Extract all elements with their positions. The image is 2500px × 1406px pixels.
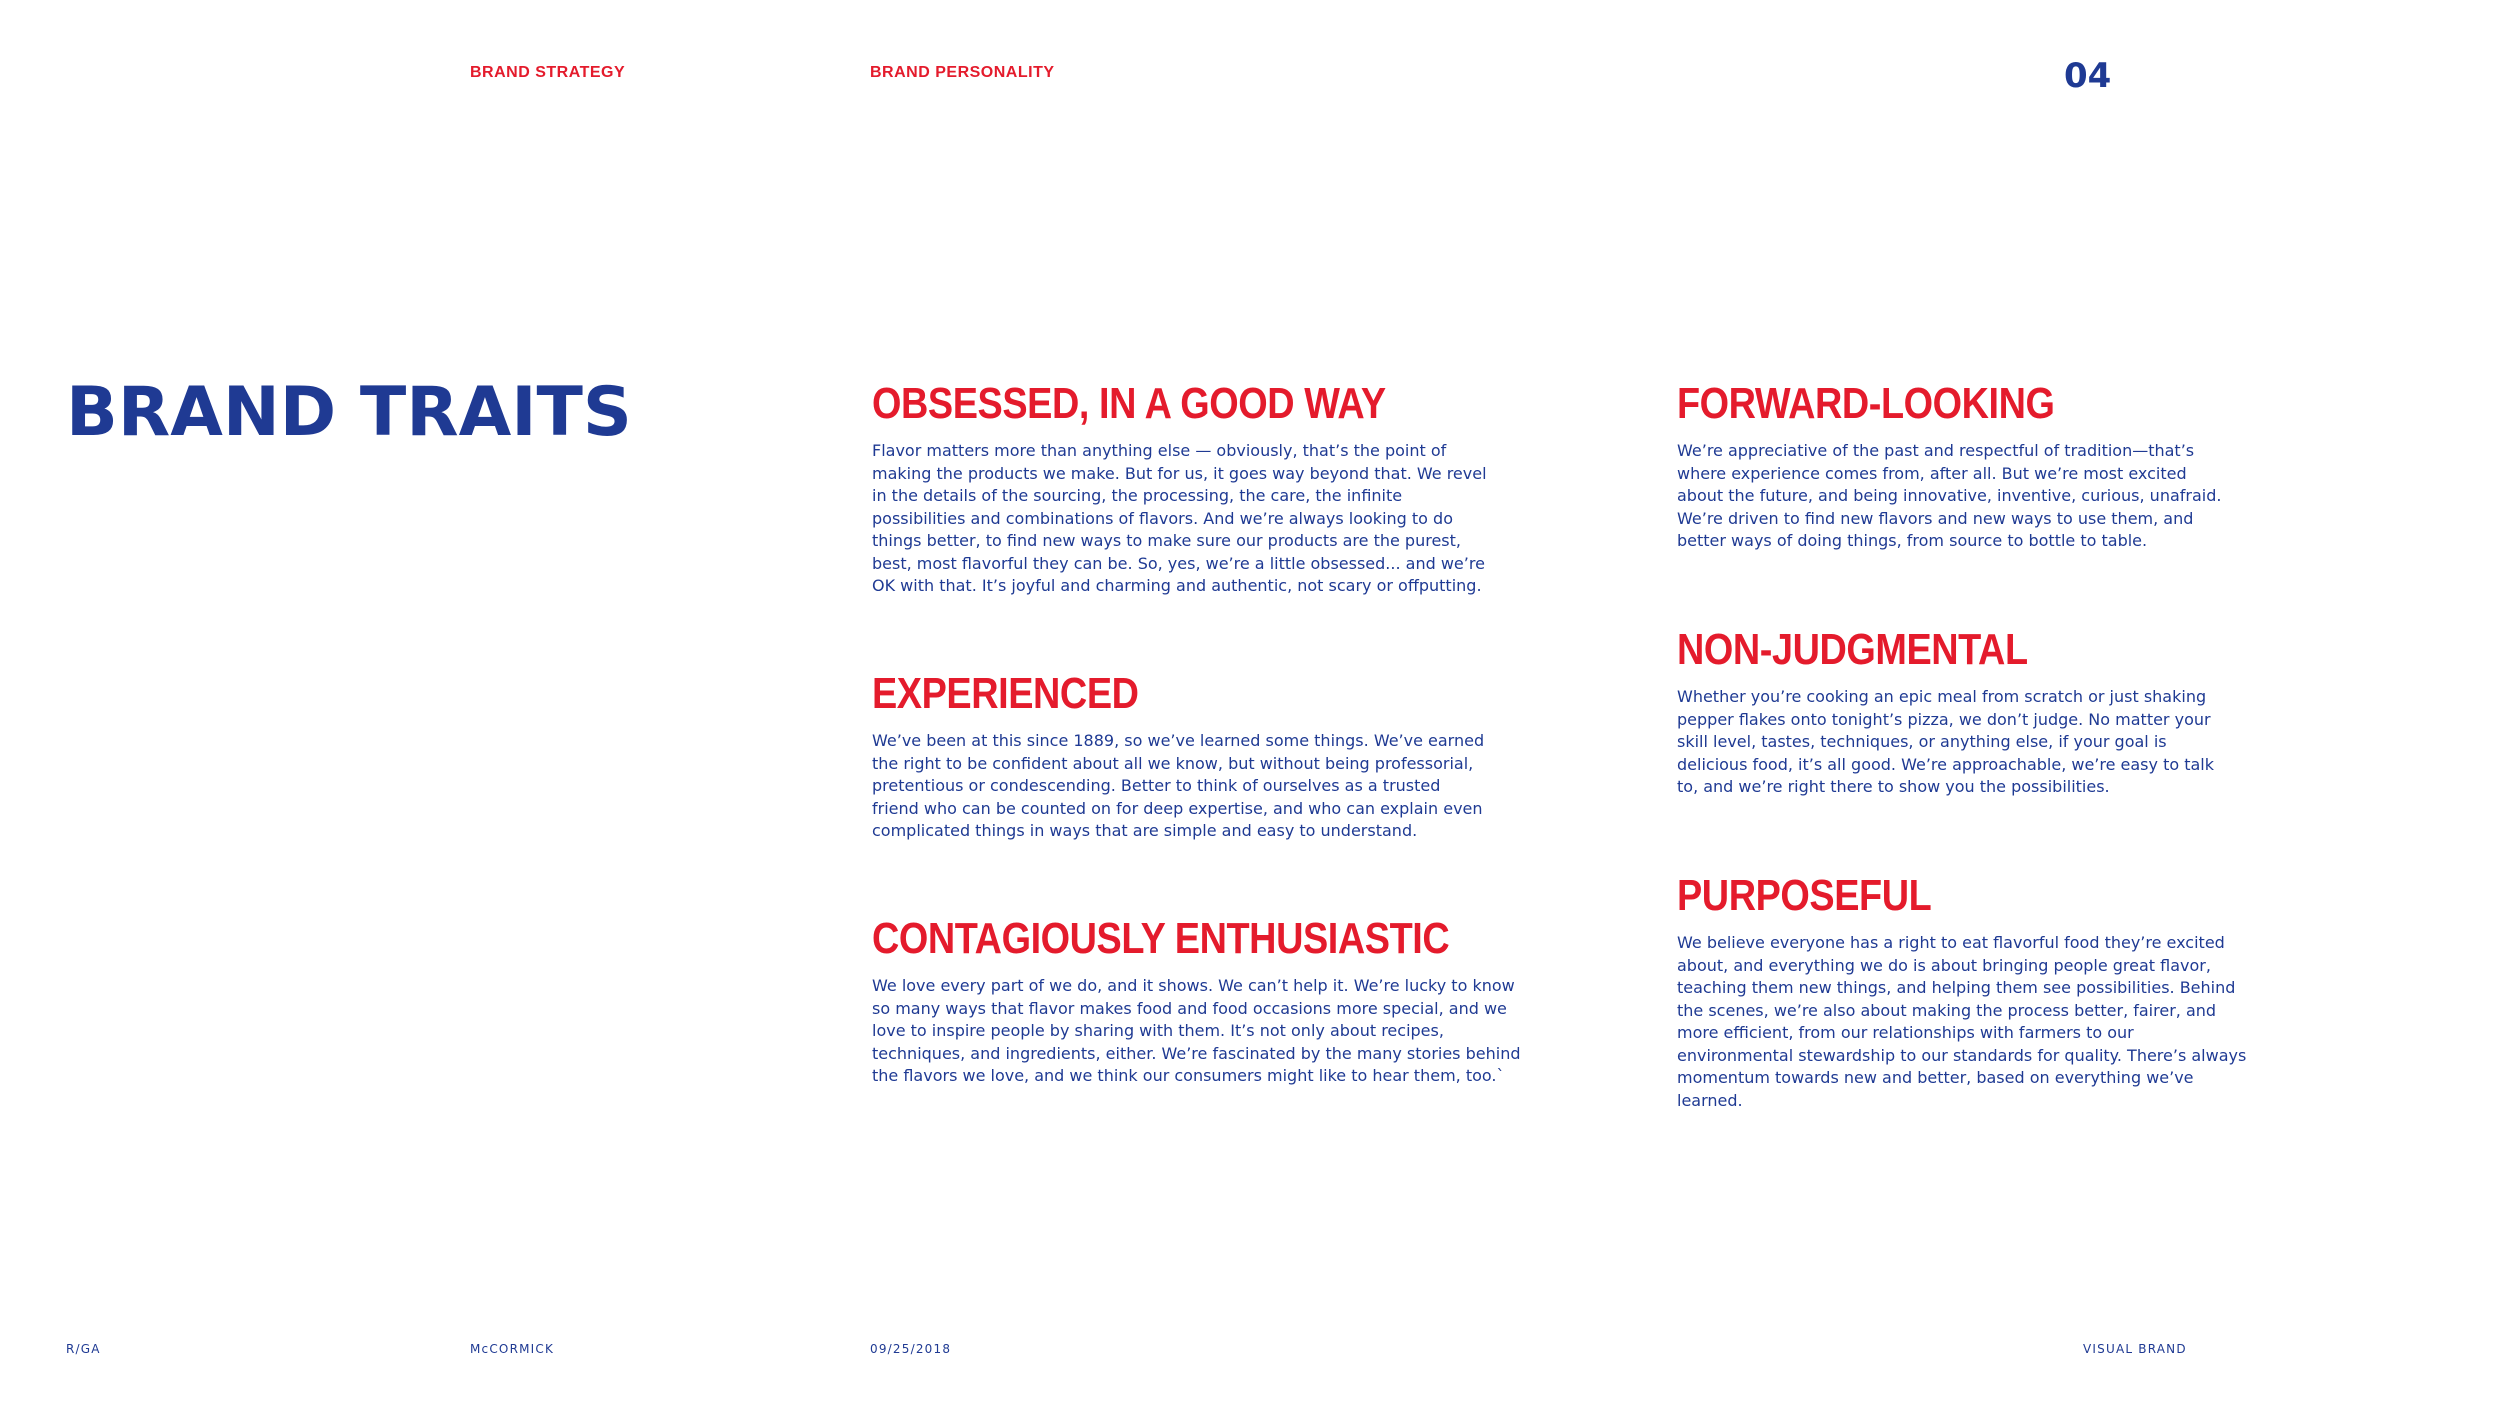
footer-client: McCORMICK (470, 1342, 555, 1356)
trait-heading: CONTAGIOUSLY ENTHUSIASTIC (872, 914, 1450, 963)
footer-date: 09/25/2018 (870, 1342, 952, 1356)
trait-body: Whether you’re cooking an epic meal from scratch or just shaking pepper flakes onto tonight’s pizza, we don’t judge. No matter your skill level, tastes, techniques, or anything else, if your goal is delicious food, it’s all good. We’re approachable, we’re easy to talk to, and we’re right there to show you the possibilities. (1677, 687, 2215, 796)
footer-label: VISUAL BRAND (2083, 1342, 2187, 1356)
trait-experienced (872, 668, 1532, 843)
trait-heading: OBSESSED, IN A GOOD WAY (872, 379, 1386, 428)
trait-non-judgmental (1677, 624, 2337, 799)
header-section-label: BRAND STRATEGY (470, 64, 626, 81)
trait-purposeful (1677, 870, 2337, 1112)
trait-body: We believe everyone has a right to eat flavorful food they’re excited about, and everything we do is about bringing people great flavor, teaching them new things, and helping them see possibilities. Behind the scenes, we’re also about making the process better, fairer, and more efficient, from our relationships with farmers to our environmental stewardship to our standards for quality. There’s always momentum towards new and better, based on everything we’ve learned. (1677, 933, 2247, 1110)
trait-body: We’re appreciative of the past and respectful of tradition—that’s where experience comes from, after all. But we’re most excited about the future, and being innovative, inventive, curious, unafraid. We’re driven to find new flavors and new ways to use them, and better ways of doing things, from source to bottle to table. (1677, 441, 2222, 550)
trait-heading: PURPOSEFUL (1677, 871, 1932, 920)
page-title: BRAND TRAITS (66, 373, 632, 452)
trait-heading: EXPERIENCED (872, 669, 1139, 718)
trait-body: We love every part of we do, and it shows. We can’t help it. We’re lucky to know so many ways that flavor makes food and food occasions more special, and we love to inspire people by sharing with them. It’s not only about recipes, techniques, and ingredients, either. We’re fascinated by the many stories behind the flavors we love, and we think our consumers might like to hear them, too.` (872, 976, 1521, 1085)
header-subsection-label: BRAND PERSONALITY (870, 64, 1055, 81)
footer-agency: R/GA (66, 1342, 101, 1356)
trait-obsessed (872, 378, 1532, 598)
trait-heading: FORWARD-LOOKING (1677, 379, 2055, 428)
trait-body: Flavor matters more than anything else — obviously, that’s the point of making the products we make. But for us, it goes way beyond that. We revel in the details of the sourcing, the processing, the care, the infinite possibilities and combinations of flavors. And we’re always looking to do things better, to find new ways to make sure our products are the purest, best, most flavorful they can be. So, yes, we’re a little obsessed... and we’re OK with that. It’s joyful and charming and authentic, not scary or offputting. (872, 441, 1487, 595)
page-number: 04 (2064, 56, 2112, 96)
trait-heading: NON-JUDGMENTAL (1677, 625, 2028, 674)
trait-contagiously-enthusiastic (872, 913, 1532, 1088)
trait-forward-looking (1677, 378, 2337, 553)
trait-body: We’ve been at this since 1889, so we’ve learned some things. We’ve earned the right to be confident about all we know, but without being professorial, pretentious or condescending. Better to think of ourselves as a trusted friend who can be counted on for deep expertise, and who can explain even complicated things in ways that are simple and easy to understand. (872, 731, 1485, 840)
